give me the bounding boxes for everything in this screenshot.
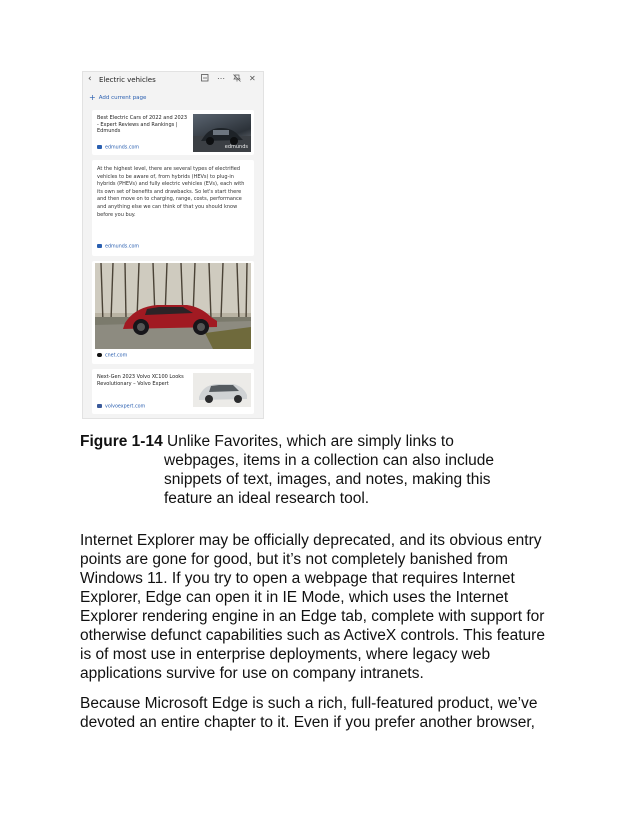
card-source: [97, 244, 139, 250]
collections-panel-screenshot: [82, 71, 264, 419]
paragraph-line: Explorer rendering engine in an Edge tab, complete with support for: [80, 608, 545, 625]
caption-line-3: snippets of text, images, and notes, making this: [164, 471, 491, 488]
caption-line-2: webpages, items in a collection can also include: [164, 452, 494, 469]
add-current-page-button[interactable]: [89, 93, 146, 102]
plus-icon: +: [89, 93, 96, 102]
card-title: Best Electric Cars of 2022 and 2023 - Expert Reviews and Rankings | Edmunds: [97, 115, 188, 135]
collection-card-image[interactable]: [92, 261, 254, 364]
paragraph-line: Because Microsoft Edge is such a rich, full-featured product, we’ve: [80, 695, 538, 712]
collection-title: Electric vehicles: [99, 76, 156, 84]
figure-caption: [80, 432, 520, 507]
car-thumbnail-image: [193, 114, 251, 152]
body-paragraph-edge-chapter: [80, 694, 560, 732]
collection-card-text-snippet[interactable]: [92, 160, 254, 256]
source-label: edmunds.com: [105, 145, 140, 151]
note-icon[interactable]: [201, 74, 209, 84]
card-source: [97, 404, 145, 410]
card-source: [97, 145, 139, 151]
collection-card-link[interactable]: [92, 110, 254, 155]
site-favicon-icon: [97, 404, 102, 408]
add-current-page-label: Add current page: [98, 95, 147, 101]
more-options-icon[interactable]: ⋯: [217, 74, 225, 83]
paragraph-line: is of most use in enterprise deployments, where legacy web: [80, 646, 491, 663]
site-favicon-icon: [97, 244, 102, 248]
caption-line-4: feature an ideal research tool.: [164, 490, 370, 507]
site-favicon-icon: [97, 145, 102, 149]
caption-line-1: Unlike Favorites, which are simply links to: [167, 433, 454, 450]
paragraph-line: points are gone for good, but it’s not completely banished from: [80, 551, 508, 568]
body-paragraph-ie-mode: [80, 531, 560, 683]
paragraph-line: applications survive for use on company intranets.: [80, 665, 424, 682]
paragraph-line: Explorer, Edge can open it in IE Mode, which uses the Internet: [80, 589, 509, 606]
card-title: Next-Gen 2023 Volvo XC100 Looks Revolutionary – Volvo Expert: [97, 374, 184, 387]
paragraph-line: devoted an entire chapter to it. Even if you prefer another browser,: [80, 714, 535, 731]
source-label: edmunds.com: [105, 244, 140, 250]
collection-card-link[interactable]: [92, 369, 254, 414]
paragraph-line: otherwise defunct capabilities such as ActiveX controls. This feature: [80, 627, 545, 644]
close-icon[interactable]: ✕: [249, 74, 256, 83]
card-snippet-text: At the highest level, there are several types of electrified vehicles to be aware of, from hybrids (HEVs) to plug-in hybrids (PHEVs) and fully electric vehicles (EVs), each with its own set of benefits and drawbacks. So let's start there and then move on to charging, range, costs, performance and anything else we can think of that you should know before you buy.: [97, 166, 245, 218]
thumbnail-watermark: edmunds: [224, 144, 248, 150]
unpin-icon[interactable]: [233, 74, 241, 84]
red-suv-image: [95, 263, 251, 349]
chevron-left-icon[interactable]: ‹: [88, 74, 92, 84]
paragraph-line: Windows 11. If you try to open a webpage that requires Internet: [80, 570, 515, 587]
card-source: [97, 353, 127, 359]
source-label: volvoexpert.com: [105, 404, 146, 410]
source-label: cnet.com: [105, 353, 128, 359]
paragraph-line: Internet Explorer may be officially deprecated, and its obvious entry: [80, 532, 542, 549]
site-favicon-icon: [97, 353, 102, 357]
figure-label: Figure 1-14: [80, 433, 163, 450]
volvo-suv-thumbnail-image: [193, 373, 251, 407]
panel-header: [83, 72, 263, 90]
